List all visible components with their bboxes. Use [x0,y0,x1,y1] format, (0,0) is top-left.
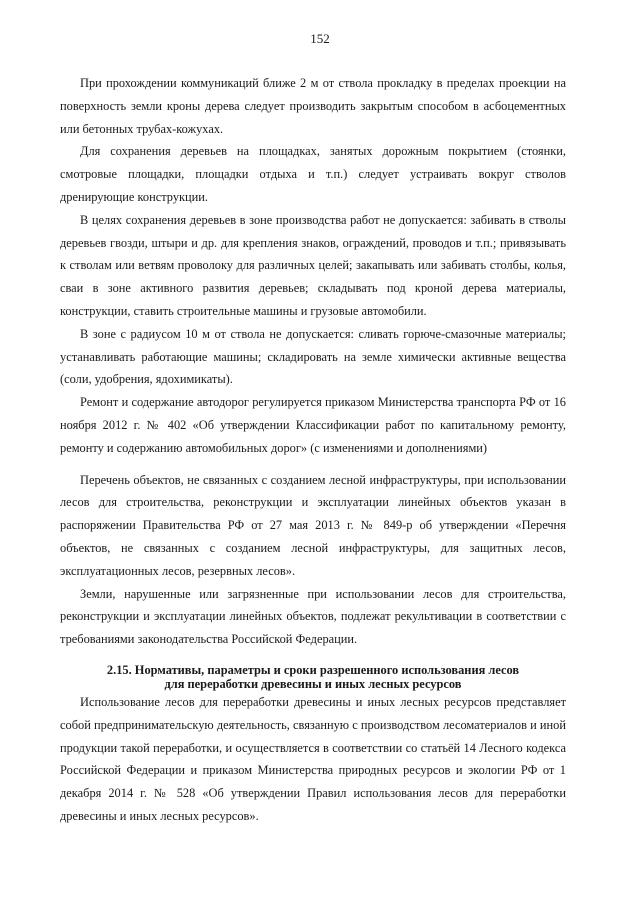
section-heading-line-1: 2.15. Нормативы, параметры и сроки разрешенного использования лесов [106,662,520,677]
paragraph-10m-radius: В зоне с радиусом 10 м от ствола не допускается: сливать горюче-смазочные материалы; устанавливать работающие машины; складировать на земле химически активные вещества (соли, удобрения, ядохимикаты). [60,326,566,387]
paragraph-work-zone-prohibitions: В целях сохранения деревьев в зоне производства работ не допускается: забивать в стволы деревьев гвозди, штыри и др. для крепления знаков, ограждений, проводов и т.п.; привязывать к стволам или ветвям проволоку для различных целей; закапывать или забивать столбы, колья, сваи в зоне активного развития деревьев; складывать под кроной дерева материалы, конструкции, ставить строительные машины и грузовые автомобили. [60,212,566,318]
paragraph-underground-utilities: При прохождении коммуникаций ближе 2 м от ствола прокладку в пределах проекции на поверхность земли кроны дерева следует производить закрытым способом в асбоцементных или бетонных трубах-кожухах. [60,76,566,136]
paragraph-wood-processing: Использование лесов для переработки древесины и иных лесных ресурсов представляет собой предпринимательскую деятельность, связанную с производством лесоматериалов и иной продукции такой переработки, и осуществляется в соответствии со статьёй 14 Лесного кодекса Российской Федерации и приказом Министерства природных ресурсов и экологии РФ от 1 декабря 2014 г. № 528 «Об утверждении Правил использования лесов для переработки древесины и иных лесных ресурсов». [60,694,566,823]
section-heading [60,663,566,691]
page-number: 152 [310,31,330,46]
paragraph-road-maintenance: Ремонт и содержание автодорог регулируется приказом Министерства транспорта РФ от 16 ноября 2012 г. № 402 «Об утверждении Классификации работ по капитальному ремонту, ремонту и содержанию автомобильных дорог» (с изменениями и дополнениями) [60,395,566,455]
paragraph-recultivation: Земли, нарушенные или загрязненные при использовании лесов для строительства, реконструкции и эксплуатации линейных объектов, подлежат рекультивации в соответствии с требованиями законодательства Российской Федерации. [60,586,566,647]
paragraph-paved-areas: Для сохранения деревьев на площадках, занятых дорожным покрытием (стоянки, смотровые площадки, площадки отдыха и т.п.) следует устраивать вокруг стволов дренирующие конструкции. [60,144,566,204]
paragraph-objects-list: Перечень объектов, не связанных с созданием лесной инфраструктуры, при использовании лесов для строительства, реконструкции и эксплуатации линейных объектов указан в распоряжении Правительства РФ от 27 мая 2013 г. № 849-р об утверждении «Перечня объектов, не связанных с созданием лесной инфраструктуры, для защитных лесов, эксплуатационных лесов, резервных лесов». [60,472,566,578]
document-body [60,72,566,828]
section-heading-line-2: для переработки древесины и иных лесных ресурсов [164,676,462,691]
